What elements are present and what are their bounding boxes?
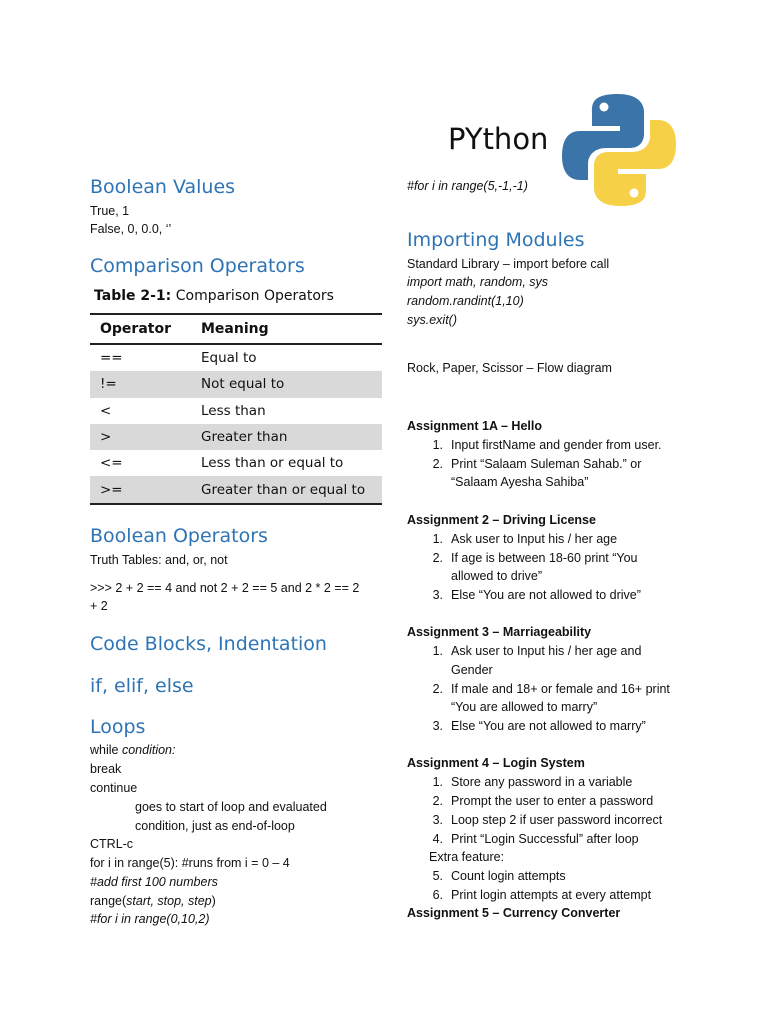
page-title: PYthon (448, 122, 549, 156)
assignment-title: Assignment 5 – Currency Converter (407, 906, 621, 920)
if-elif-else-heading: if, elif, else (90, 675, 194, 697)
list-item-cont: “You are allowed to marry” (451, 700, 598, 714)
ctrl-c-line: CTRL-c (90, 837, 134, 851)
assignment-title: Assignment 2 – Driving License (407, 513, 596, 527)
rps-line: Rock, Paper, Scissor – Flow diagram (407, 361, 612, 375)
import-line: Standard Library – import before call (407, 257, 610, 271)
list-item-cont: Gender (451, 663, 493, 677)
assignment-title: Assignment 1A – Hello (407, 419, 542, 433)
import-line: sys.exit() (407, 313, 457, 327)
boolean-values-line: False, 0, 0.0, ‘’ (90, 222, 172, 236)
table-caption (94, 288, 334, 304)
meaning-cell: Greater than or equal to (201, 481, 366, 498)
table-caption-text: Comparison Operators (171, 288, 334, 304)
assignment-title: Assignment 4 – Login System (407, 756, 585, 770)
boolean-values-heading: Boolean Values (90, 176, 236, 198)
operator-cell: < (100, 402, 112, 419)
import-line: import math, random, sys (407, 275, 549, 289)
list-item-cont: allowed to drive” (451, 569, 543, 583)
range-signature-line (90, 892, 216, 911)
while-line (90, 741, 175, 760)
add-comment-line: #add first 100 numbers (90, 875, 218, 889)
table-row (90, 424, 382, 450)
operator-cell: == (100, 350, 123, 367)
boolean-operators-heading: Boolean Operators (90, 525, 268, 547)
boolean-values-line: True, 1 (90, 204, 130, 218)
range-suffix: ) (211, 894, 216, 908)
table-caption-number: Table 2-1: (94, 288, 172, 304)
table-row (90, 398, 382, 424)
continue-description: condition, just as end-of-loop (135, 819, 295, 833)
column-header-operator: Operator (100, 321, 171, 337)
table-row (90, 450, 382, 476)
meaning-cell: Less than (201, 402, 266, 419)
loops-heading: Loops (90, 716, 146, 738)
for-range-line: for i in range(5): #runs from i = 0 – 4 (90, 856, 290, 870)
table-row (90, 345, 382, 371)
while-keyword: while (90, 743, 122, 757)
boolean-expression: >>> 2 + 2 == 4 and not 2 + 2 == 5 and 2 * 2 == 2 (90, 581, 360, 595)
for-reverse-comment: #for i in range(5,-1,-1) (407, 179, 528, 193)
range-prefix: range( (90, 894, 127, 908)
table-row (90, 371, 382, 397)
column-header-meaning: Meaning (201, 321, 269, 337)
import-line: random.randint(1,10) (407, 294, 524, 308)
meaning-cell: Not equal to (201, 376, 285, 393)
break-line: break (90, 762, 122, 776)
for-comment-line: #for i in range(0,10,2) (90, 912, 210, 926)
extra-feature-label: Extra feature: (429, 850, 505, 864)
meaning-cell: Equal to (201, 350, 257, 367)
meaning-cell: Less than or equal to (201, 455, 344, 472)
truth-tables-text: Truth Tables: and, or, not (90, 553, 228, 567)
assignment-title: Assignment 3 – Marriageability (407, 625, 592, 639)
continue-line: continue (90, 781, 138, 795)
python-logo-icon (562, 92, 676, 208)
comparison-table (90, 313, 382, 505)
while-condition: condition: (121, 743, 176, 757)
operator-cell: >= (100, 481, 123, 498)
meaning-cell: Greater than (201, 429, 288, 446)
boolean-expression-cont: + 2 (90, 599, 108, 613)
table-row (90, 476, 382, 504)
comparison-operators-heading: Comparison Operators (90, 255, 305, 277)
code-blocks-heading: Code Blocks, Indentation (90, 633, 327, 655)
operator-cell: != (100, 376, 117, 393)
continue-description: goes to start of loop and evaluated (135, 800, 327, 814)
operator-cell: > (100, 429, 112, 446)
table-header-row (90, 313, 382, 345)
range-args: start, stop, step (126, 894, 212, 908)
operator-cell: <= (100, 455, 123, 472)
list-item-cont: “Salaam Ayesha Sahiba” (451, 475, 589, 489)
importing-modules-heading: Importing Modules (407, 229, 585, 251)
